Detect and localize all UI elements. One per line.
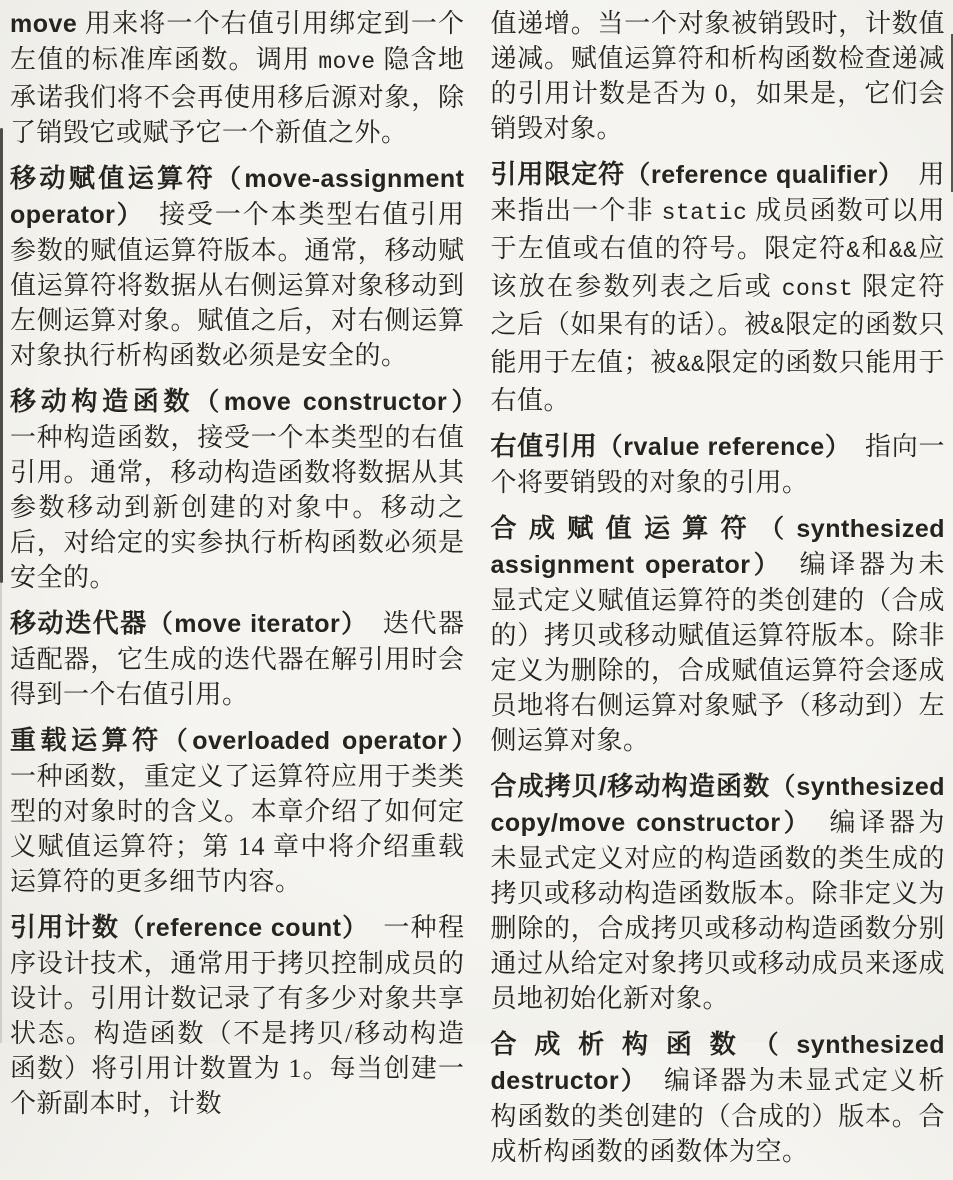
text-segment-normal: 和 xyxy=(860,234,889,263)
text-segment-normal: 编译器为未显式定义对应的构造函数的类生成的拷贝或移动构造函数版本。除非定义为删除的，合成拷贝或移动构造函数分别通过从给定对象拷贝或移动成员来逐成员地初始化新对象。 xyxy=(490,808,945,1013)
text-segment-normal: 一种构造函数，接受一个本类型的右值引用。通常，移动构造函数将数据从其参数移动到新创建的对象中。移动之后，对给定的实参执行析构函数必须是安全的。 xyxy=(10,387,491,592)
text-segment-normal: 接受一个本类型右值引用参数的赋值运算符版本。通常，移动赋值运算符将数据从右侧运算对象移动到左侧运算对象。赋值之后，对右侧运算对象执行析构函数必须是安全的。 xyxy=(10,200,465,370)
text-segment-latin-term: （move-assignment operator） xyxy=(10,165,472,229)
text-segment-normal: 值递增。当一个对象被销毁时，计数值递减。赋值运算符和析构函数检查递减的引用计数是否为 0，如果是，它们会销毁对象。 xyxy=(490,9,945,143)
text-segment-term: 合成析构函数 xyxy=(490,1029,754,1059)
text-segment-term: 移动赋值运算符 xyxy=(10,163,216,193)
text-segment-normal: 限定符之后（如果有的话）。被 xyxy=(490,272,945,339)
text-segment-normal: 用来将一个右值引用绑定到一个左值的标准库函数。调用 xyxy=(10,9,465,74)
text-segment-normal: 指向一个将要销毁的对象的引用。 xyxy=(490,432,945,497)
glossary-entry-reference-count xyxy=(10,910,465,1121)
glossary-entry-reference-count-continuation xyxy=(491,6,946,146)
text-segment-code: & xyxy=(770,314,786,340)
text-segment-normal: 用来指出一个非 xyxy=(490,160,945,225)
text-segment-normal: 应该放在参数列表之后或 xyxy=(490,234,945,301)
text-segment-code: const xyxy=(781,276,854,302)
glossary-entry-move xyxy=(10,6,465,150)
text-segment-normal: 编译器为未显式定义赋值运算符的类创建的（合成的）拷贝或移动赋值运算符版本。除非定义为删除的，合成赋值运算符会逐成员地将右侧运算对象赋予（移动到）左侧运算对象。 xyxy=(490,550,945,755)
text-segment-term: 移动迭代器 xyxy=(10,608,148,638)
text-segment-normal: 限定的函数只能用于左值；被 xyxy=(490,310,945,377)
text-segment-normal: 一种函数，重定义了运算符应用于类类型的对象时的含义。本章介绍了如何定义赋值运算符；第 14 章中将介绍重载运算符的更多细节内容。 xyxy=(10,726,492,896)
text-segment-latin-term: （reference qualifier） xyxy=(625,161,892,189)
text-segment-term: 引用计数 xyxy=(10,912,120,942)
text-segment-normal: 一种程序设计技术，通常用于拷贝控制成员的设计。引用计数记录了有多少对象共享状态。构造函数（不是拷贝/移动构造函数）将引用计数置为 1。每当创建一个新副本时，计数 xyxy=(10,913,465,1118)
text-segment-term: 右值引用 xyxy=(490,431,598,461)
text-segment-latin-term: （overloaded operator） xyxy=(162,727,465,755)
text-segment-latin-term: （synthesized copy/move constructor） xyxy=(490,773,953,837)
glossary-entry-synthesized-copy-move-constructor xyxy=(490,769,953,1016)
glossary-entry-overloaded-operator xyxy=(10,723,492,899)
text-segment-code: && xyxy=(888,238,918,264)
text-segment-latin-term: （synthesized assignment operator） xyxy=(490,515,953,579)
text-segment-latin-term: （reference count） xyxy=(119,914,357,942)
text-segment-term: 合成拷贝/移动构造函数 xyxy=(490,771,771,801)
text-segment-latin-term: （move constructor） xyxy=(194,388,465,416)
text-segment-normal: 限定的函数只能用于右值。 xyxy=(490,348,945,415)
glossary-column-right xyxy=(490,6,953,1180)
text-segment-latin-term: （rvalue reference） xyxy=(597,433,839,461)
glossary-column-left xyxy=(10,6,492,1180)
glossary-entry-reference-qualifier xyxy=(491,157,946,418)
glossary-entry-rvalue-reference xyxy=(491,429,946,500)
text-segment-latin-term: move xyxy=(10,10,78,38)
text-segment-term: 引用限定符 xyxy=(490,159,626,189)
text-segment-latin-term: （synthesized destructor） xyxy=(490,1031,953,1095)
glossary-entry-synthesized-assignment-operator xyxy=(490,511,953,758)
glossary-entry-synthesized-destructor xyxy=(490,1027,953,1169)
text-segment-latin-term: （move iterator） xyxy=(147,610,356,638)
text-segment-normal: 编译器为未显式定义析构函数的类创建的（合成的）版本。合成析构函数的函数体为空。 xyxy=(490,1066,945,1166)
text-segment-term: 合成赋值运算符 xyxy=(490,513,760,543)
text-segment-normal: 迭代器适配器，它生成的迭代器在解引用时会得到一个右值引用。 xyxy=(10,609,465,709)
text-segment-code: move xyxy=(318,49,376,75)
glossary-entry-move-assignment-operator xyxy=(10,161,472,373)
text-segment-normal: 隐含地承诺我们将不会再使用移后源对象，除了销毁它或赋予它一个新值之外。 xyxy=(10,45,465,147)
text-segment-normal: 成员函数可以用于左值或右值的符号。限定符 xyxy=(490,196,945,263)
text-segment-term: 重载运算符 xyxy=(10,725,163,755)
glossary-entry-move-iterator xyxy=(10,606,465,712)
text-segment-code: && xyxy=(676,352,706,378)
text-segment-code: & xyxy=(846,238,861,264)
text-segment-term: 移动构造函数 xyxy=(10,386,195,416)
text-segment-code: static xyxy=(661,200,748,226)
glossary-entry-move-constructor xyxy=(10,384,491,595)
